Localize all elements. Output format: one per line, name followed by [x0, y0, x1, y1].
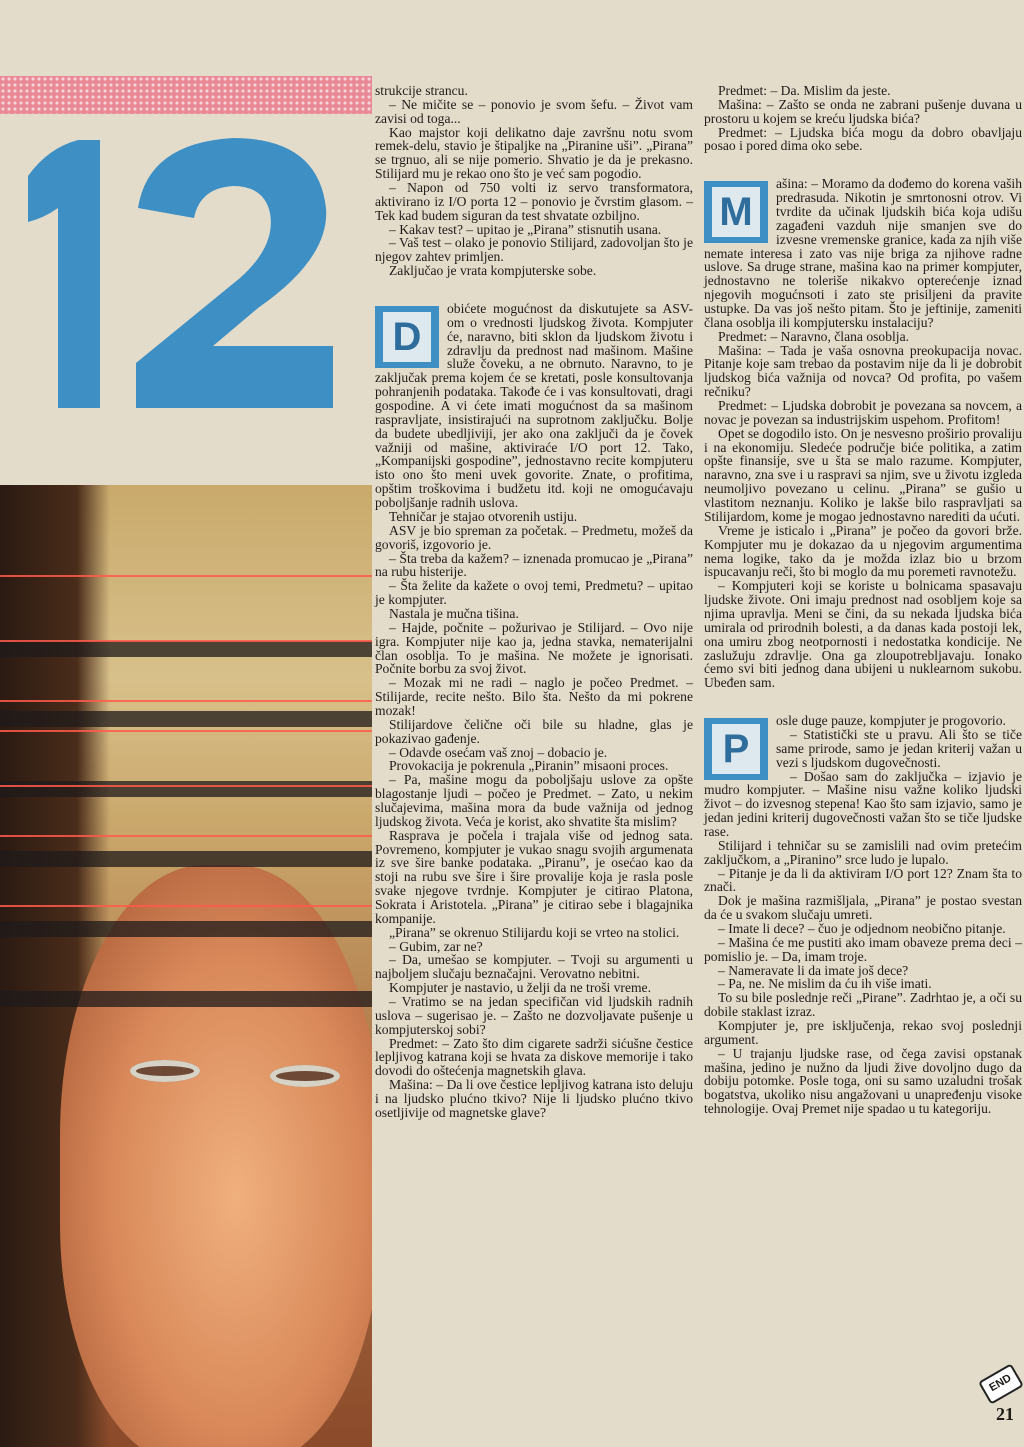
paragraph: – Pa, mašine mogu da poboljšaju uslove za opšte blagostanje ljudi – počeo je Predmet. – Zato, u nekim slučajevima, mašina mora da bude važnija od jednog ljudskog života. Veća je korist, ako shvatite šta mislim? — [375, 772, 693, 829]
paragraph: Stilijardove čelične oči bile su hladne, glas je pokazivao gađenje. — [375, 716, 693, 746]
left-eye — [130, 1060, 200, 1082]
section-dropcap-p — [704, 714, 1022, 1116]
paragraph: – Odavde osećam vaš znoj – dobacio je. — [389, 744, 608, 760]
paragraph: – Imate li dece? – čuo je odjednom neobično pitanje. — [718, 920, 1006, 936]
paragraph: Mašina: – Zašto se onda ne zabrani pušenje duvana u prostoru u kojem se kreću ljudska bića? — [704, 96, 1022, 126]
dropcap-d: D — [375, 306, 439, 368]
paragraph: – Gubim, zar ne? — [389, 938, 483, 954]
paragraph: – Kompjuteri koji se koriste u bolnicama spasavaju ljudske živote. Oni imaju prednost nad osobljem koje sa njima upravlja. Meni se čini, da su nekada ljudska bića umirala od prirodnih bolesti, a da danas kada postoji lek, ona umiru zbog neotpornosti i nedostatka kondicije. Ne zaslužuju zdravlje. Ona ga zloupotrebljavaju. Ionako ćemo svi biti jednog dana ubijeni u nuklearnom sukobu. Ubeđen sam. — [704, 578, 1022, 691]
paragraph: – Ne mičite se – ponovio je svom šefu. – Život vam zavisi od toga... — [375, 96, 693, 126]
paragraph: ašina: – Moramo da dođemo do korena vaših predrasuda. Nikotin je smrtonosni otrov. Vi tvrdite da učinak ljudskih bića koja udišu zagađeni vazduh nije smanjen sve do izvesne vremenske granice, kada za njih više nemate interesa i zato vas nije briga za njihove radne uslove. Sa druge strane, mašina kao na primer kompjuter, jednostavno ne toleriše nikakvo opterećenje iznad njegovih mogućnsoti i zato ste prisiljeni da pravite ustupke. Da vas još nešto pitam. Što je jeftinije, zameniti člana osoblja ili kompjutersku instalaciju? — [704, 176, 1022, 330]
chapter-number-12 — [8, 118, 358, 418]
paragraph: – U trajanju ljudske rase, od čega zavisi opstanak mašina, jedino je nužno da ljudi žive dovoljno dugo da dobiju potomke. Posle toga, oni su samo uzaludni trošak bogatstva, ukoliko nisu angažovani u unapređenju visoke tehnologije. Ovaj Premet nije spadao u tu kategoriju. — [704, 1045, 1022, 1117]
paragraph: Kompjuter je nastavio, u želji da ne troši vreme. — [389, 980, 651, 996]
paragraph: – Nameravate li da imate još dece? — [718, 962, 909, 978]
page-number: 21 — [996, 1404, 1014, 1424]
paragraph: Rasprava je počela i trajala više od jednog sata. Povremeno, kompjuter je vukao snagu svojih argumenata iz sve šire banke podataka. „Piranu”, je osećao kao da stoji na rubu sve šire i šire provalije koja je rasla posle svake njegove tvrdnje. Kompjuter je citirao Platona, Sokrata i Aristotela. „Pirana” je citirao sebe i blagajnika kompanije. — [375, 827, 693, 926]
paragraph: Dok je mašina razmišljala, „Pirana” je postao svestan da će u svakom slučaju umreti. — [704, 893, 1022, 923]
paragraph: – Statistički ste u pravu. Ali što se tiče same prirode, samo je jedan kriterij važan u vezi s ljudskom dugovečnosti. — [776, 726, 1022, 770]
paragraph: – Hajde, počnite – požurivao je Stilijard. – Ovo nije igra. Kompjuter nije kao ja, jedna stavka, nematerijalni član osoblja. To je mašina. Ne možete je ignorisati. Počnite borbu za svoj život. — [375, 619, 693, 677]
paragraph: Kompjuter je, pre isključenja, rekao svoj poslednji argument. — [704, 1018, 1022, 1047]
digit-two — [136, 138, 333, 408]
dropcap-p: P — [704, 718, 768, 780]
pink-dotted-band — [0, 76, 372, 114]
paragraph: obićete mogućnost da diskutujete sa ASV-om o vrednosti ljudskog života. Kompjuter će, naravno, biti sklon da ljudskom životu i zdravlju da prednost nad mašinom. Mašine služe čoveku, a ne obrnuto. Naravno, to je zaključak prema kojem će se kretati, posle konsultovanja pohranjenih podataka. Takođe će i vas konsultovati, dragi gospodine. A vi ćete imati mogućnost da sa mašinom raspravljate, insistirajući na suprotnom zaključku. Bolje da budete ubedljiviji, jer ako ona zaključi da je čovek važniji od mašine, aktiviraće I/O port 12. Tako, „Kompanijski gospodine”, jednostavno recite kompjuteru isto ono što meni uvek govorite. Znate, o profitima, opštim troškovima i budžetu itd. koji ne omogućavaju poboljšanje radnih uslova. — [375, 301, 693, 511]
paragraph: – Pitanje je da li da aktiviram I/O port 12? Znam šta to znači. — [704, 865, 1022, 895]
paragraph: Predmet: – Ljudska dobrobit je povezana sa novcem, a novac je povezan sa industrijskim uspehom. Profitom! — [704, 398, 1022, 427]
paragraph: – Vaš test – olako je ponovio Stilijard, zadovoljan što je njegov zahtev primljen. — [375, 235, 693, 265]
paragraph: strukcije strancu. — [375, 83, 468, 98]
digit-one — [28, 140, 100, 408]
paragraph: – Mozak mi ne radi – naglo je počeo Predmet. – Stilijarde, recite nešto. Bilo šta. Nešto da mi pokrene mozak! — [375, 675, 693, 718]
paragraph: – Da, umešao se kompjuter. – Tvoji su argumenti u najboljem slučaju beznačajni. Verovatno nebitni. — [375, 952, 693, 982]
paragraph: – Šta želite da kažete o ovoj temi, Predmetu? – upitao je kompjuter. — [375, 578, 693, 608]
paragraph: Predmet: – Naravno, člana osoblja. — [718, 328, 910, 344]
paragraph: Predmet: – Ljudska bića mogu da dobro obavljaju posao i pored dima oko sebe. — [704, 124, 1022, 154]
paragraph: osle duge pauze, kompjuter je progovorio. — [776, 713, 1006, 729]
paragraph: „Pirana” se okrenuo Stilijardu koji se vrteo na stolici. — [389, 924, 680, 940]
paragraph: ASV je bio spreman za početak. – Predmetu, možeš da govoriš, izgovorio je. — [375, 522, 693, 552]
paragraph: – Pa, ne. Ne mislim da ću ih više imati. — [718, 976, 932, 992]
paragraph: To su bile poslednje reči „Pirane”. Zadrhtao je, a oči su dobile staklast izraz. — [704, 990, 1022, 1020]
paragraph: – Kakav test? – upitao je „Pirana” stisnutih usana. — [389, 221, 662, 237]
text-column-1 — [375, 84, 693, 1120]
circuit-chips — [0, 605, 372, 1025]
section-dropcap-d — [375, 302, 693, 1120]
face-circuit-photo — [0, 485, 372, 1447]
paragraph: Opet se dogodilo isto. On je nesvesno proširio provaliju i na ekonomiju. Sledeće područje biće politika, a zatim opšte finansije, sve u šta se malo razume. Kompjuter, naravno, zna sve i u raspravi sa njim, sve u životu izgleda neumoljivo povezano u celinu. „Pirana” se gušio u vlastitom neznanju. Koliko je lakše bilo raspravljati sa Stilijardom, kome je mogao jednostavno narediti da ućuti. — [704, 425, 1022, 524]
right-eye — [270, 1065, 340, 1087]
section-dropcap-m — [704, 177, 1022, 690]
paragraph: – Mašina će me pustiti ako imam obaveze prema deci – pomislio je. – Da, imam troje. — [704, 934, 1022, 964]
paragraph: Stilijard i tehničar su se zamislili nad ovim pretećim zaključkom, a „Piranino” srce ludo je lupalo. — [704, 837, 1022, 867]
paragraph: Predmet: – Da. Mislim da jeste. — [718, 83, 891, 98]
paragraph: Zaključao je vrata kompjuterske sobe. — [389, 263, 597, 279]
paragraph: – Šta treba da kažem? – iznenada promucao je „Pirana” na rubu histerije. — [375, 550, 693, 580]
paragraph: Vreme je isticalo i „Pirana” je počeo da govori brže. Kompjuter mu je dokazao da u njegovim argumentima nema logike, tako da je možda izlaz bio u brzom ispucavanju reči, što bi moglo da mu poremeti ravnotežu. — [704, 522, 1022, 580]
paragraph: – Napon od 750 volti iz servo transformatora, aktivirano iz I/O porta 12 – ponovio je čvrstim glasom. – Tek kad budem siguran da test shvatate ozbiljno. — [375, 180, 693, 223]
text-column-2 — [704, 84, 1022, 1116]
paragraph: Nastala je mučna tišina. — [389, 605, 519, 621]
dropcap-m: M — [704, 181, 768, 243]
paragraph: Provokacija je pokrenula „Piranin” misaoni proces. — [389, 758, 669, 774]
paragraph: – Vratimo se na jedan specifičan vid ljudskih radnih uslova – sugerisao je. – Zašto ne dozvoljavate pušenje u kompjuterskoj sobi? — [375, 994, 693, 1037]
paragraph: Predmet: – Zato što dim cigarete sadrži sićušne čestice lepljivog katrana koji se hvata za diskove memorije i tako dovodi do oštećenja magnetskih glava. — [375, 1035, 693, 1079]
paragraph: – Došao sam do zaključka – izjavio je mudro kompjuter. – Mašine nisu važne koliko ljudski život – do izvesnog stepena! Kao što sam izjavio, samo je jedan jedini kriterij dugovečnosti važan što se tiče ljudske rase. — [704, 768, 1022, 839]
paragraph: Mašina: – Tada je vaša osnovna preokupacija novac. Pitanje koje sam trebao da postavim nije da li je dobrobit ljudskog bića važnija od novca? Od profita, po vašem rečniku? — [704, 342, 1022, 400]
paragraph: Kao majstor koji delikatno daje završnu notu svom remek-delu, stavio je štipaljke na „Piranine uši”. „Pirana” se trgnuo, ali se nije pomerio. Shvatio je da je prekasno. Stilijard mu je rekao ono što je već sam pogodio. — [375, 124, 693, 182]
paragraph: Tehničar je stajao otvorenih ustiju. — [389, 508, 578, 524]
paragraph: Mašina: – Da li ove čestice lepljivog katrana isto deluju i na ljudsko plućno tkivo? Nije li ljudsko plućno tkivo osetljivije od magnetske glave? — [375, 1077, 693, 1120]
end-stamp: END — [978, 1363, 1024, 1405]
